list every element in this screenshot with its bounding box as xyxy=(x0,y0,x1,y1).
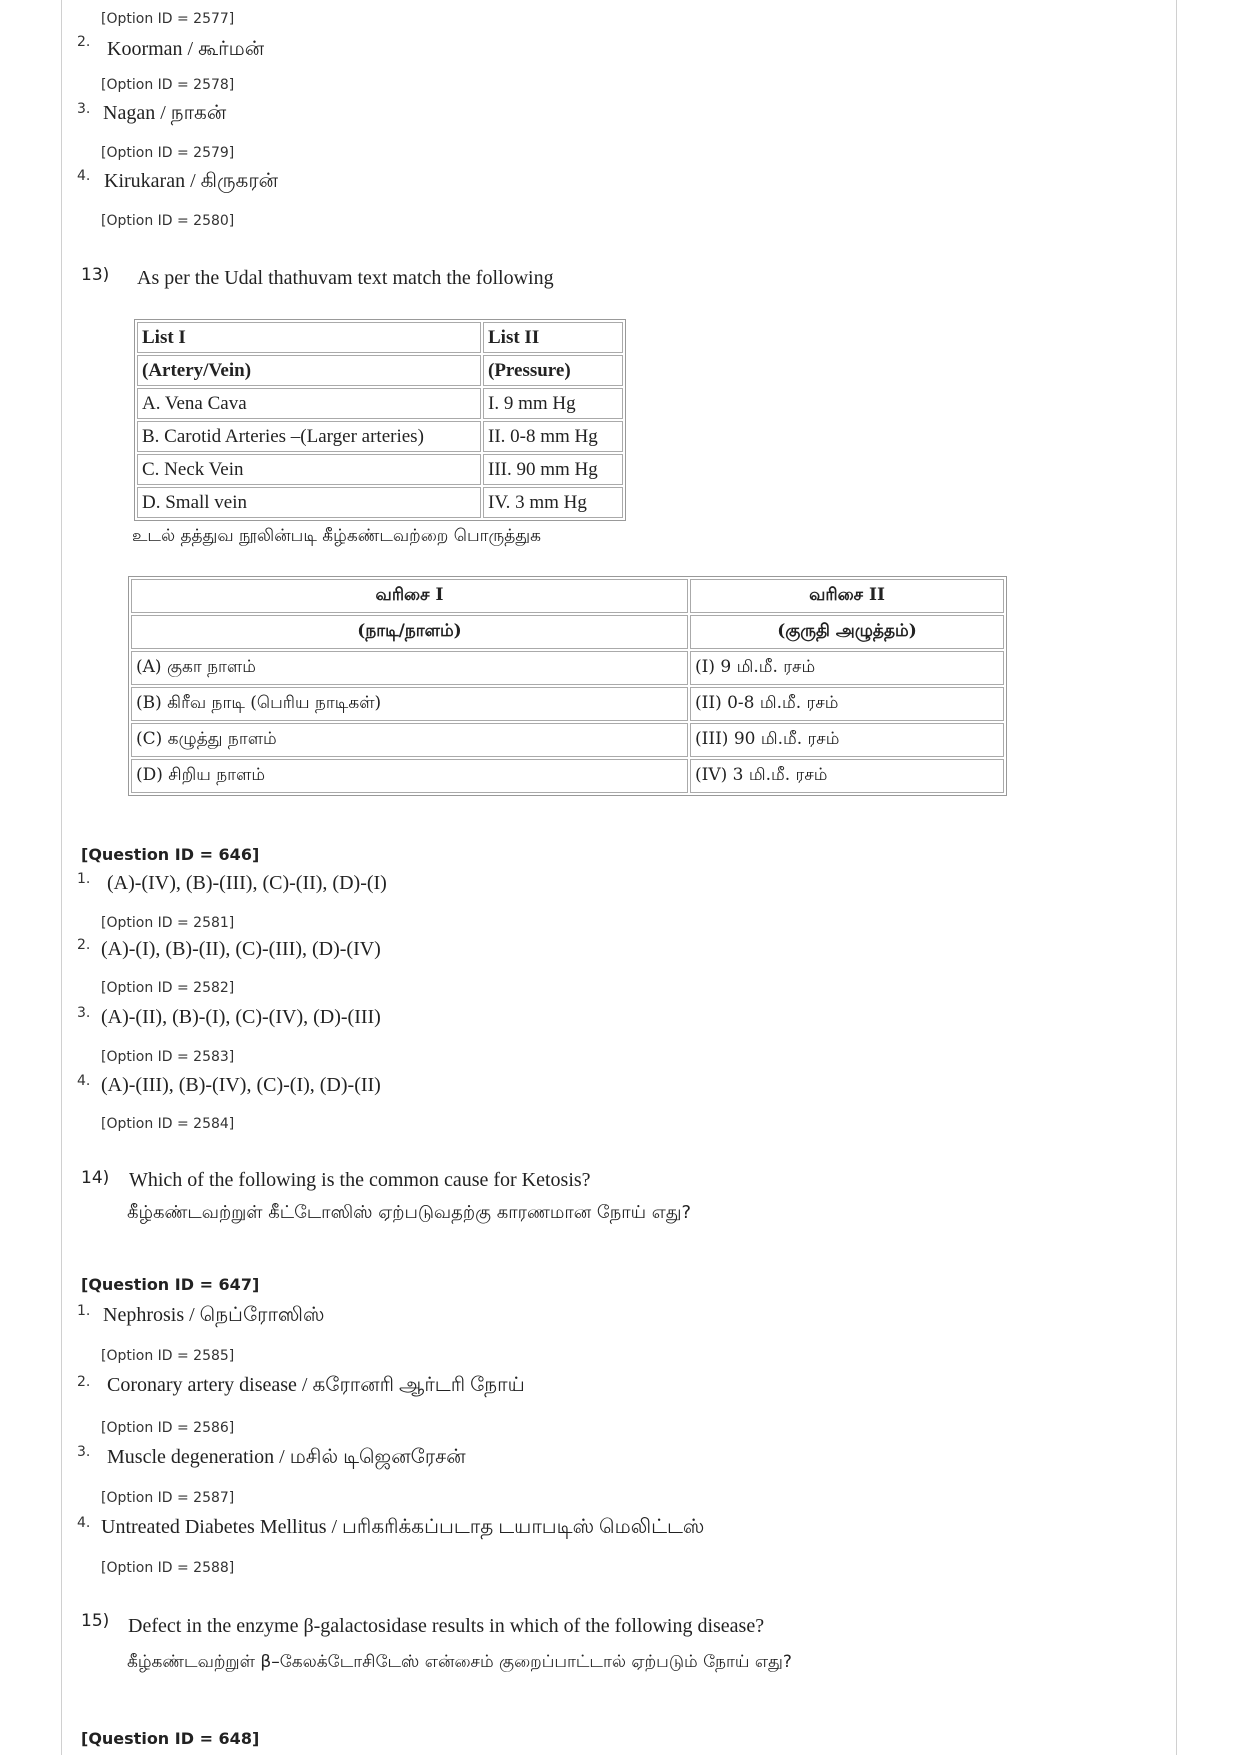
option-text[interactable]: (A)-(I), (B)-(II), (C)-(III), (D)-(IV) xyxy=(101,938,381,960)
table-cell: (III) 90 மி.மீ. ரசம் xyxy=(690,723,1004,757)
option-id: [Option ID = 2583] xyxy=(101,1049,235,1065)
table-cell: (D) சிறிய நாளம் xyxy=(131,759,688,793)
table-header-cell: வரிசை II xyxy=(690,579,1004,613)
table-header-cell: (நாடி/நாளம்) xyxy=(131,615,688,649)
table-header-cell: (Artery/Vein) xyxy=(137,355,481,386)
option-number: 3. xyxy=(77,1005,91,1021)
table-row xyxy=(137,388,623,419)
table-cell: (II) 0-8 மி.மீ. ரசம் xyxy=(690,687,1004,721)
table-row xyxy=(131,759,1004,793)
table-cell: B. Carotid Arteries –(Larger arteries) xyxy=(137,421,481,452)
table-row xyxy=(137,421,623,452)
question-number: 14) xyxy=(81,1168,110,1188)
option-text[interactable]: (A)-(IV), (B)-(III), (C)-(II), (D)-(I) xyxy=(107,872,387,894)
option-id: [Option ID = 2585] xyxy=(101,1348,235,1364)
table-row xyxy=(137,487,623,518)
option-text[interactable]: Koorman / கூர்மன் xyxy=(107,38,265,60)
table-cell: IV. 3 mm Hg xyxy=(483,487,623,518)
table-cell: A. Vena Cava xyxy=(137,388,481,419)
table-cell: D. Small vein xyxy=(137,487,481,518)
table-row xyxy=(131,687,1004,721)
table-cell: III. 90 mm Hg xyxy=(483,454,623,485)
table-header-row xyxy=(131,615,1004,649)
option-number: 4. xyxy=(77,1073,91,1089)
table-cell: II. 0-8 mm Hg xyxy=(483,421,623,452)
option-number: 4. xyxy=(77,1515,91,1531)
option-text[interactable]: Kirukaran / கிருகரன் xyxy=(104,170,279,192)
left-page-border xyxy=(61,0,62,1755)
option-number: 2. xyxy=(77,34,91,50)
option-id: [Option ID = 2582] xyxy=(101,980,235,996)
option-id: [Option ID = 2588] xyxy=(101,1560,235,1576)
question-number: 13) xyxy=(81,265,110,285)
question-text-tamil: உடல் தத்துவ நூலின்படி கீழ்கண்டவற்றை பொருத்துக xyxy=(132,526,541,546)
question-text-english: Defect in the enzyme β-galactosidase results in which of the following disease? xyxy=(128,1615,765,1637)
match-table-tamil xyxy=(128,576,1007,796)
option-text[interactable]: (A)-(III), (B)-(IV), (C)-(I), (D)-(II) xyxy=(101,1074,381,1096)
table-row xyxy=(137,454,623,485)
match-table-english xyxy=(134,319,626,521)
option-text[interactable]: Muscle degeneration / மசில் டிஜெனரேசன் xyxy=(107,1446,466,1468)
question-text-tamil: கீழ்கண்டவற்றுள் β–கேலக்டோசிடேஸ் என்சைம் குறைப்பாட்டால் ஏற்படும் நோய் எது? xyxy=(127,1652,792,1672)
table-header-row xyxy=(137,355,623,386)
question-text-english: As per the Udal thathuvam text match the following xyxy=(137,267,554,289)
table-header-row xyxy=(131,579,1004,613)
option-text[interactable]: Coronary artery disease / கரோனரி ஆர்டரி நோய் xyxy=(107,1374,525,1396)
option-text[interactable]: (A)-(II), (B)-(I), (C)-(IV), (D)-(III) xyxy=(101,1006,381,1028)
option-id: [Option ID = 2581] xyxy=(101,915,235,931)
table-header-cell: List II xyxy=(483,322,623,353)
table-cell: C. Neck Vein xyxy=(137,454,481,485)
question-id: [Question ID = 646] xyxy=(81,845,260,864)
question-text-english: Which of the following is the common cause for Ketosis? xyxy=(129,1169,591,1191)
option-number: 1. xyxy=(77,871,91,887)
question-text-tamil: கீழ்கண்டவற்றுள் கீட்டோஸிஸ் ஏற்படுவதற்கு காரணமான நோய் எது? xyxy=(127,1202,692,1223)
table-cell: (B) கிரீவ நாடி (பெரிய நாடிகள்) xyxy=(131,687,688,721)
table-row xyxy=(131,723,1004,757)
option-number: 1. xyxy=(77,1303,91,1319)
table-cell: (C) கழுத்து நாளம் xyxy=(131,723,688,757)
table-header-cell: வரிசை I xyxy=(131,579,688,613)
option-number: 3. xyxy=(77,101,91,117)
question-id: [Question ID = 648] xyxy=(81,1729,260,1748)
option-id: [Option ID = 2579] xyxy=(101,145,235,161)
table-header-row xyxy=(137,322,623,353)
option-id: [Option ID = 2586] xyxy=(101,1420,235,1436)
option-id: [Option ID = 2584] xyxy=(101,1116,235,1132)
question-number: 15) xyxy=(81,1611,110,1631)
option-id: [Option ID = 2580] xyxy=(101,213,235,229)
table-header-cell: (Pressure) xyxy=(483,355,623,386)
table-cell: (I) 9 மி.மீ. ரசம் xyxy=(690,651,1004,685)
right-page-border xyxy=(1176,0,1177,1755)
option-text[interactable]: Nephrosis / நெப்ரோஸிஸ் xyxy=(103,1304,325,1326)
table-cell: (IV) 3 மி.மீ. ரசம் xyxy=(690,759,1004,793)
table-header-cell: (குருதி அழுத்தம்) xyxy=(690,615,1004,649)
option-number: 2. xyxy=(77,1374,91,1390)
option-id: [Option ID = 2577] xyxy=(101,11,235,27)
option-number: 3. xyxy=(77,1444,91,1460)
option-text[interactable]: Untreated Diabetes Mellitus / பரிகரிக்கப்படாத டயாபடிஸ் மெலிட்டஸ் xyxy=(101,1516,705,1538)
question-id: [Question ID = 647] xyxy=(81,1275,260,1294)
option-id: [Option ID = 2587] xyxy=(101,1490,235,1506)
option-text[interactable]: Nagan / நாகன் xyxy=(103,102,227,124)
table-cell: I. 9 mm Hg xyxy=(483,388,623,419)
option-id: [Option ID = 2578] xyxy=(101,77,235,93)
table-row xyxy=(131,651,1004,685)
table-header-cell: List I xyxy=(137,322,481,353)
option-number: 2. xyxy=(77,937,91,953)
option-number: 4. xyxy=(77,168,91,184)
table-cell: (A) குகா நாளம் xyxy=(131,651,688,685)
